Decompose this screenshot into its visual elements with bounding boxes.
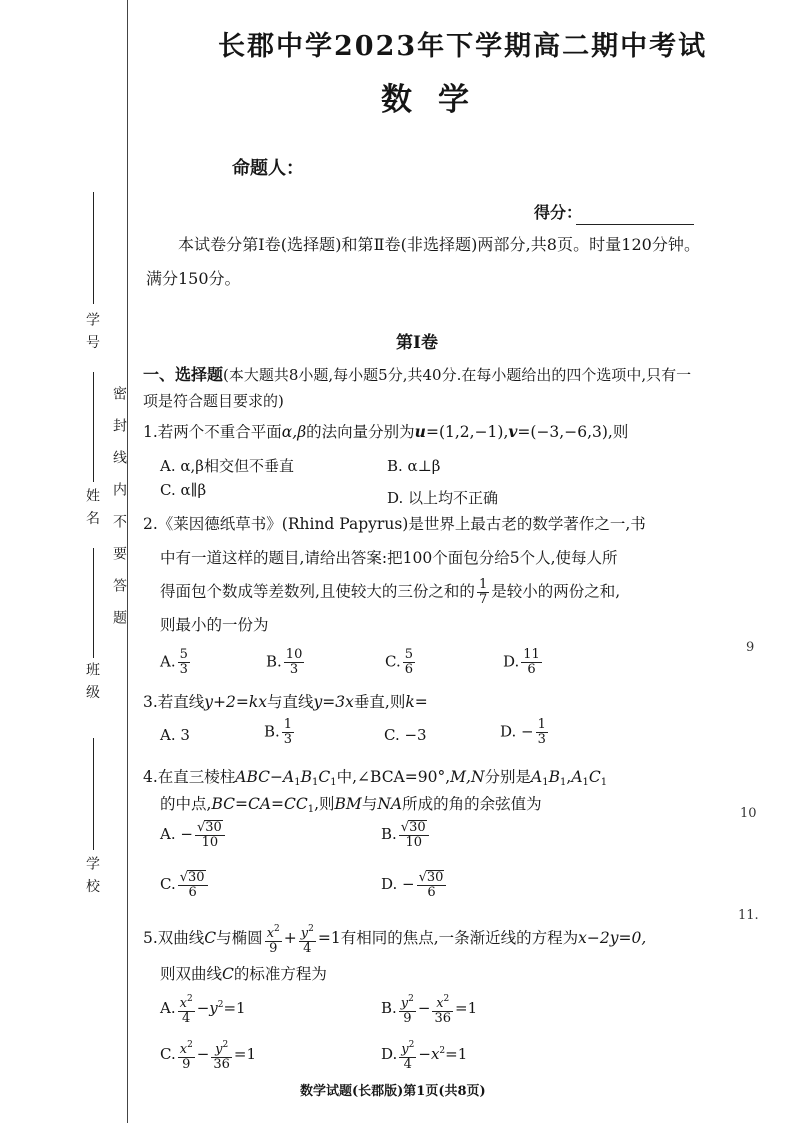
question-5-line-2: 则双曲线C的标准方程为 xyxy=(160,965,327,983)
margin-blank-id xyxy=(93,192,94,304)
q4-a-rad: 30 xyxy=(205,820,222,835)
q5-b-label: B. xyxy=(381,999,397,1017)
question-5-line-1: 5.双曲线C与椭圆 $\frac{x^2}{9}$ + $\frac{y^2}{4}$ =1有相同的焦点,一条渐近线的方程为x−2y=0, xyxy=(143,924,647,956)
q2-a-label: A. xyxy=(160,652,176,671)
edge-mark-10: 10 xyxy=(740,806,757,821)
q1-option-d[interactable]: D. 以上均不正确 xyxy=(387,489,499,507)
margin-label-id: 学 号 xyxy=(84,312,100,351)
section-desc: (本大题共8小题,每小题5分,共40分.在每小题给出的四个选项中,只有一项是符合题目要求的) xyxy=(143,366,692,410)
q5-option-b[interactable]: B. $\frac{y^2}{9}$ − $\frac{x^2}{36}$ =1 xyxy=(381,994,478,1026)
q5-text-2b: 的标准方程为 xyxy=(233,965,327,983)
q2-option-a[interactable] xyxy=(160,648,192,677)
subject-title: 数学 xyxy=(381,82,495,118)
q5-d-label: D. xyxy=(381,1045,398,1063)
q3-text: 3.若直线 xyxy=(143,693,205,711)
question-2-line-4: 则最小的一份为 xyxy=(160,616,269,634)
margin-warning: 密封线内不要答题 xyxy=(111,386,127,642)
q4-c-den: 6 xyxy=(188,885,197,900)
q3-k: k= xyxy=(405,693,428,711)
q5-option-d[interactable]: D. $\frac{y^2}{4}$ $-x^2=1$ xyxy=(381,1040,468,1072)
q4-option-a[interactable]: A. − $\frac{√30}{10}$ xyxy=(160,820,227,850)
q2-option-c[interactable] xyxy=(385,648,417,677)
q2-text-3b: 是较小的两份之和, xyxy=(491,582,621,601)
q4-option-c[interactable]: C. $\frac{√30}{6}$ xyxy=(160,870,210,900)
q3-eq1: y+2=kx xyxy=(204,693,268,711)
q5-option-a[interactable]: A. $\frac{x^2}{4}$ $-y^2=1$ xyxy=(160,994,246,1026)
section-heading xyxy=(143,362,699,414)
q1-v: v xyxy=(508,422,518,441)
q1-u-val: =(1,2,−1), xyxy=(425,423,509,441)
margin-blank-name xyxy=(93,372,94,482)
q2-fraction xyxy=(477,578,489,607)
q5-asym: x−2y=0, xyxy=(578,929,647,947)
q4-b-rad: 30 xyxy=(409,820,426,835)
q3-d-label: D. − xyxy=(500,722,534,741)
score-blank[interactable] xyxy=(576,224,694,225)
exam-title: 长郡中学2023年下学期高二期中考试 xyxy=(218,31,708,62)
q4-mn: M,N xyxy=(450,768,485,786)
q2-d-den: 6 xyxy=(527,662,536,677)
q1-vars: α,β xyxy=(281,423,307,441)
q2-option-b[interactable] xyxy=(266,648,306,677)
q4-text-c: 分别是 xyxy=(484,768,532,786)
q4-bm: BM xyxy=(334,795,362,813)
q1-text-2: 的法向量分别为 xyxy=(306,423,415,441)
q1-option-c[interactable]: C. α∥β xyxy=(160,481,207,499)
q2-option-d[interactable] xyxy=(503,648,544,677)
q2-b-den: 3 xyxy=(289,662,299,677)
q2-d-label: D. xyxy=(503,652,520,671)
q1-v-val: =(−3,−6,3),则 xyxy=(517,423,629,441)
q2-c-label: C. xyxy=(385,652,401,671)
q3-option-a[interactable]: A. 3 xyxy=(160,726,190,744)
q1-text: 1.若两个不重合平面 xyxy=(143,423,282,441)
q2-a-num: 5 xyxy=(179,647,188,662)
margin-blank-class xyxy=(93,548,94,658)
q4-text-e: ,则 xyxy=(314,795,335,813)
q4-option-d[interactable]: D. − $\frac{√30}{6}$ xyxy=(381,870,448,900)
q2-c-num: 5 xyxy=(404,647,413,662)
q5-c-label: C. xyxy=(160,1045,176,1063)
q2-c-den: 6 xyxy=(404,662,413,677)
q5-option-c[interactable]: C. $\frac{x^2}{9}$ − $\frac{y^2}{36}$ =1 xyxy=(160,1040,257,1072)
q4-c-rad: 30 xyxy=(188,870,205,885)
author-label: 命题人： xyxy=(232,158,304,179)
q5-a-label: A. xyxy=(160,999,176,1017)
q5-text-2: 则双曲线 xyxy=(160,965,223,983)
q2-b-num: 10 xyxy=(285,647,303,662)
q3-option-b[interactable] xyxy=(264,718,296,747)
q5-text-b: 与椭圆 xyxy=(216,929,263,947)
q4-d-rad: 30 xyxy=(426,870,444,885)
q2-a-den: 3 xyxy=(179,662,188,677)
q4-text-f: 与 xyxy=(361,795,378,813)
question-4-line-1: 4.在直三棱柱$ABC-A_1B_1C_1$中,∠BCA=90°,M,N分别是$A_1B_1,A_1C_1$ xyxy=(143,768,608,788)
q2-d-num: 11 xyxy=(523,647,540,662)
q3-option-d[interactable] xyxy=(500,718,550,747)
q3-d-num: 1 xyxy=(537,717,546,732)
q4-b-den: 10 xyxy=(405,835,422,850)
exam-intro: 本试卷分第Ⅰ卷(选择题)和第Ⅱ卷(非选择题)两部分,共8页。时量120分钟。满分150分。 xyxy=(146,235,700,288)
q5-c: C xyxy=(204,929,217,947)
q4-d-den: 6 xyxy=(427,885,436,900)
q3-mid: 与直线 xyxy=(267,693,314,711)
q3-eq2: y=3x xyxy=(313,693,354,711)
score-label: 得分： xyxy=(534,203,583,222)
question-1 xyxy=(143,420,628,442)
question-2-line-1: 2.《莱因德纸草书》(Rhind Papyrus)是世界上最古老的数学著作之一,书 xyxy=(143,515,646,533)
q3-end: 垂直,则 xyxy=(353,693,406,711)
q5-text-e: =1有相同的焦点,一条渐近线的方程为 xyxy=(317,929,579,947)
q3-b-num: 1 xyxy=(283,717,293,732)
q2-text-3a: 得面包个数成等差数列,且使较大的三份之和的 xyxy=(160,582,475,601)
page-footer: 数学试题(长郡版)第1页(共8页) xyxy=(300,1084,486,1099)
q4-text-b: 中,∠BCA=90°, xyxy=(336,768,451,786)
q1-u: u xyxy=(414,422,426,441)
q4-a-den: 10 xyxy=(201,835,219,850)
margin-label-name: 姓 名 xyxy=(84,488,100,527)
q4-bc: BC=CA=CC xyxy=(211,795,308,813)
q4-b-label: B. xyxy=(381,825,397,843)
q4-a-label: A. − xyxy=(160,825,193,843)
q2-frac-num: 1 xyxy=(478,577,488,592)
q3-b-label: B. xyxy=(264,722,280,741)
q4-c-label: C. xyxy=(160,875,176,893)
q3-b-den: 3 xyxy=(283,732,293,747)
question-3 xyxy=(143,690,428,712)
q3-option-c[interactable]: C. −3 xyxy=(384,726,427,744)
section-title: 一、选择题 xyxy=(143,365,224,384)
q4-option-b[interactable]: B. $\frac{√30}{10}$ xyxy=(381,820,431,850)
q3-d-den: 3 xyxy=(537,732,546,747)
q4-text-a: 4.在直三棱柱 xyxy=(143,768,236,786)
edge-mark-11: 11. xyxy=(738,908,759,923)
q2-frac-den: 7 xyxy=(478,592,488,607)
question-2-line-3 xyxy=(160,578,620,607)
q5-text-a: 5.双曲线 xyxy=(143,929,205,947)
question-2-line-2: 中有一道这样的题目,请给出答案:把100个面包分给5个人,使每人所 xyxy=(160,549,618,567)
edge-mark-9: 9 xyxy=(746,640,755,655)
margin-label-class: 班 级 xyxy=(84,662,100,701)
q4-prism: ABC−A xyxy=(235,768,295,786)
volume-title: 第Ⅰ卷 xyxy=(396,333,438,353)
q4-text-d: 的中点, xyxy=(160,795,212,813)
q4-text-g: 所成的角的余弦值为 xyxy=(402,795,542,813)
question-4-line-2: 的中点$,BC=CA=CC_1$,则BM与NA所成的角的余弦值为 xyxy=(160,795,542,815)
margin-blank-school xyxy=(93,738,94,850)
q4-na: NA xyxy=(377,795,403,813)
q2-b-label: B. xyxy=(266,652,282,671)
q4-d-label: D. − xyxy=(381,875,415,893)
q1-option-a[interactable]: A. α,β相交但不垂直 xyxy=(160,457,294,475)
q1-option-b[interactable]: B. α⊥β xyxy=(387,457,441,475)
margin-label-school: 学 校 xyxy=(84,856,100,895)
